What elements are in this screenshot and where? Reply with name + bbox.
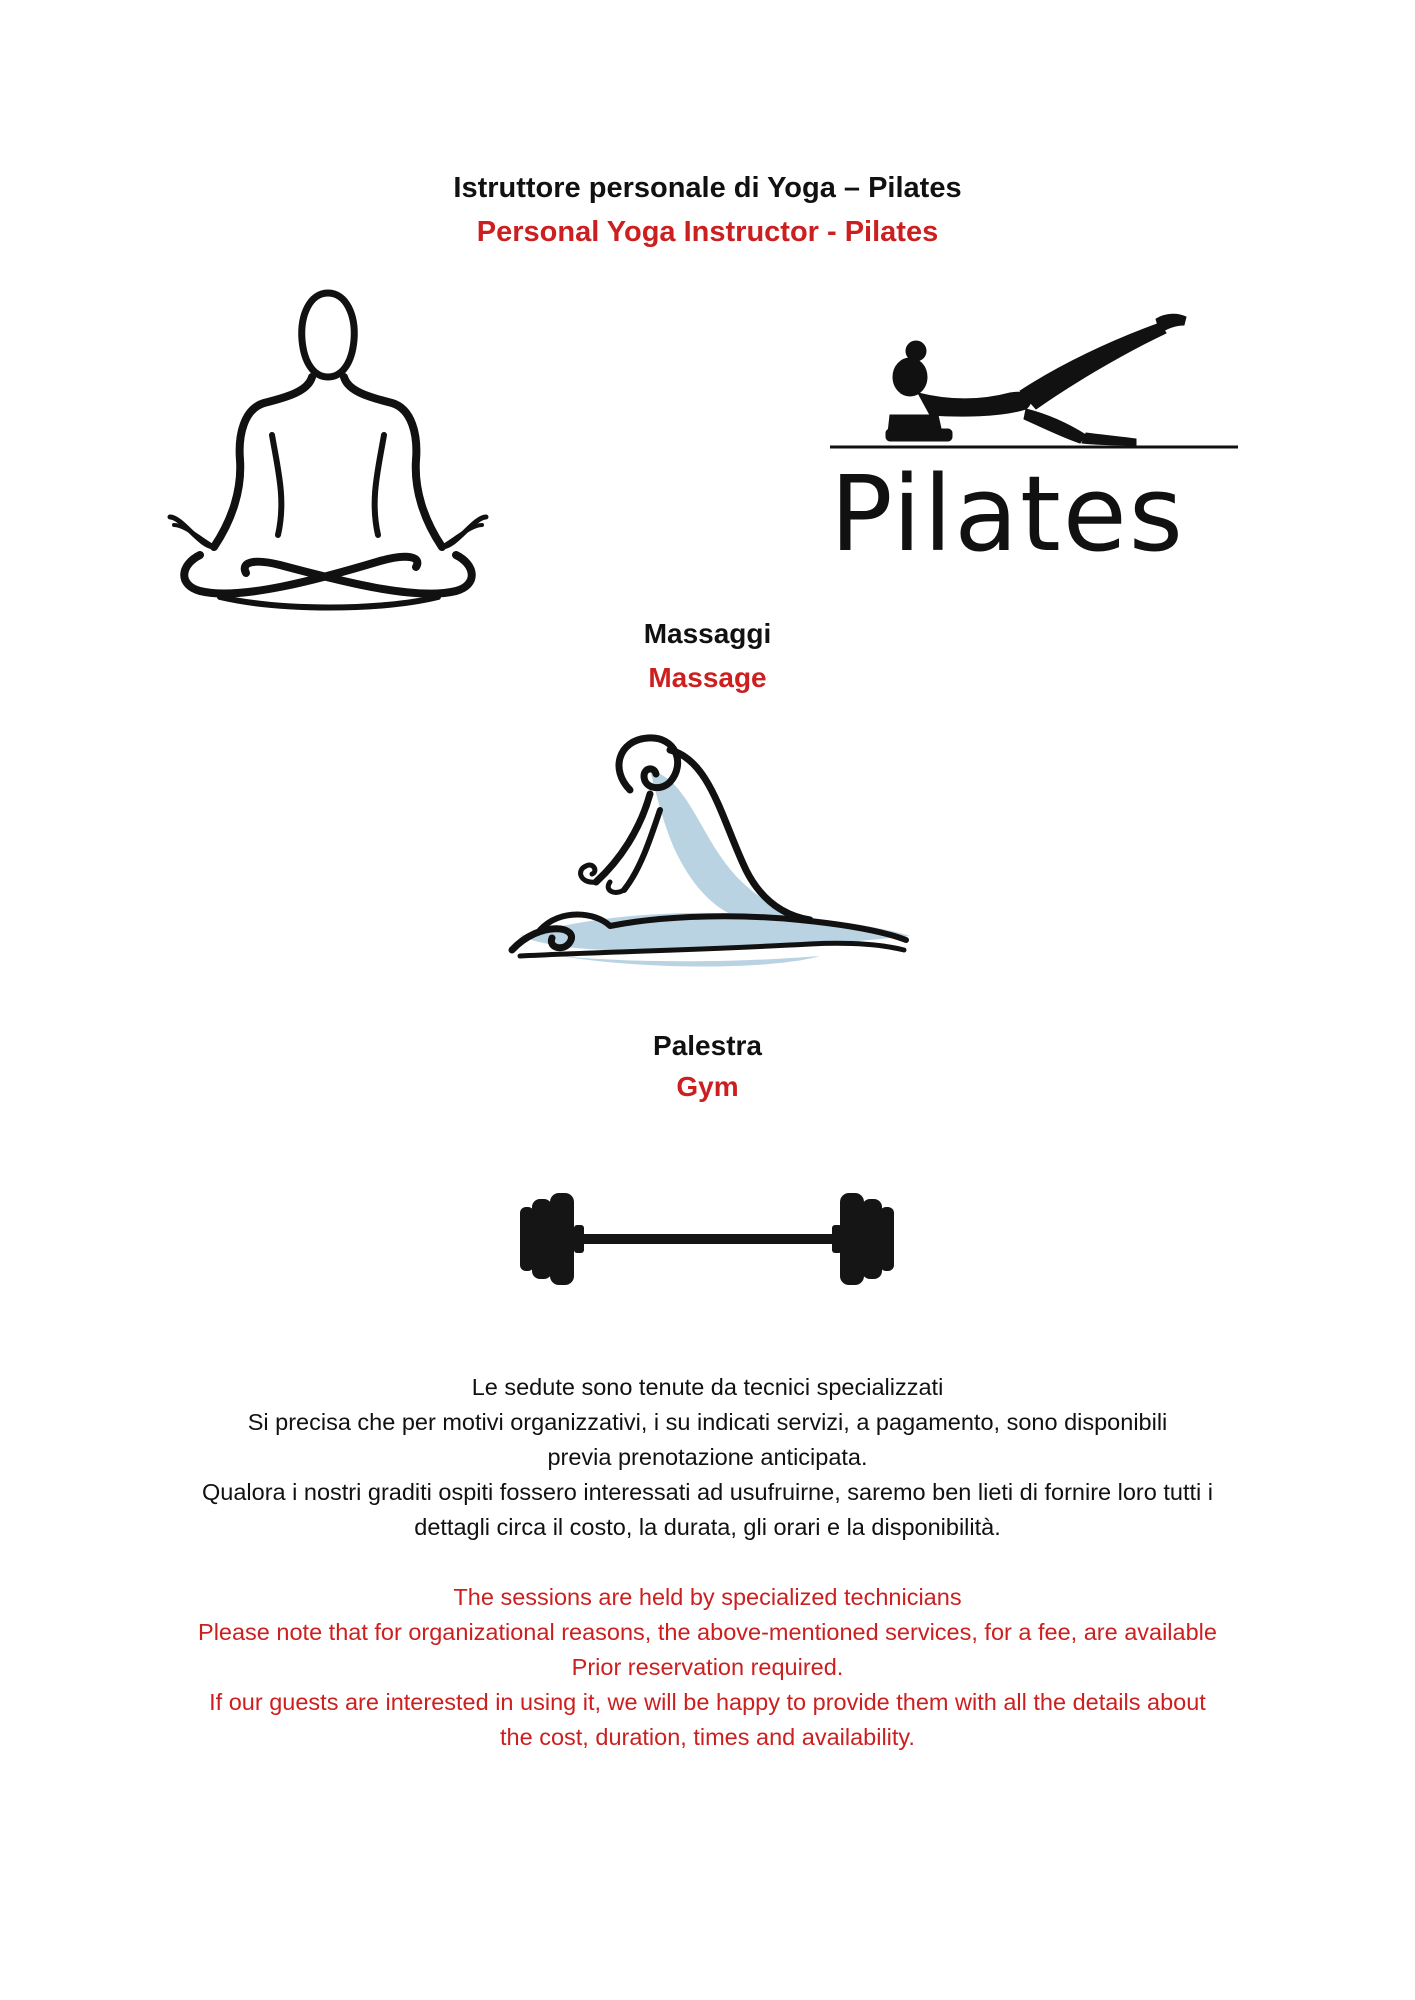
info-paragraph-italian	[0, 1370, 1415, 1545]
gym-title-english: Gym	[676, 1071, 739, 1102]
info-line: Si precisa che per motivi organizzativi, i su indicati servizi, a pagamento, sono disponibili	[247, 1409, 1168, 1435]
massage-icon	[500, 730, 920, 975]
info-line: Le sedute sono tenute da tecnici specializzati	[471, 1374, 944, 1400]
info-line: Prior reservation required.	[571, 1654, 844, 1680]
barbell-icon	[518, 1185, 898, 1295]
info-line: Please note that for organizational reasons, the above-mentioned services, for a fee, are available	[198, 1619, 1217, 1645]
info-line: previa prenotazione anticipata.	[547, 1444, 868, 1470]
massage-title-english: Massage	[648, 662, 767, 693]
pilates-pose-icon	[830, 305, 1240, 475]
info-line: The sessions are held by specialized technicians	[453, 1584, 962, 1610]
page-title-italian: Istruttore personale di Yoga – Pilates	[453, 172, 962, 204]
info-line: the cost, duration, times and availability.	[500, 1724, 915, 1750]
massage-title-italian: Massaggi	[643, 618, 772, 649]
yoga-meditation-icon	[160, 285, 500, 615]
info-line: Qualora i nostri graditi ospiti fossero interessati ad usufruirne, saremo ben lieti di fornire loro tutti i	[202, 1479, 1213, 1505]
info-paragraph-english	[0, 1580, 1415, 1755]
info-line: dettagli circa il costo, la durata, gli orari e la disponibilità.	[414, 1514, 1001, 1540]
gym-title-italian: Palestra	[653, 1030, 762, 1061]
pilates-logo-word: Pilates	[830, 453, 1185, 575]
info-line: If our guests are interested in using it, we will be happy to provide them with all the details about	[209, 1689, 1206, 1715]
page-title-english: Personal Yoga Instructor - Pilates	[476, 216, 939, 248]
